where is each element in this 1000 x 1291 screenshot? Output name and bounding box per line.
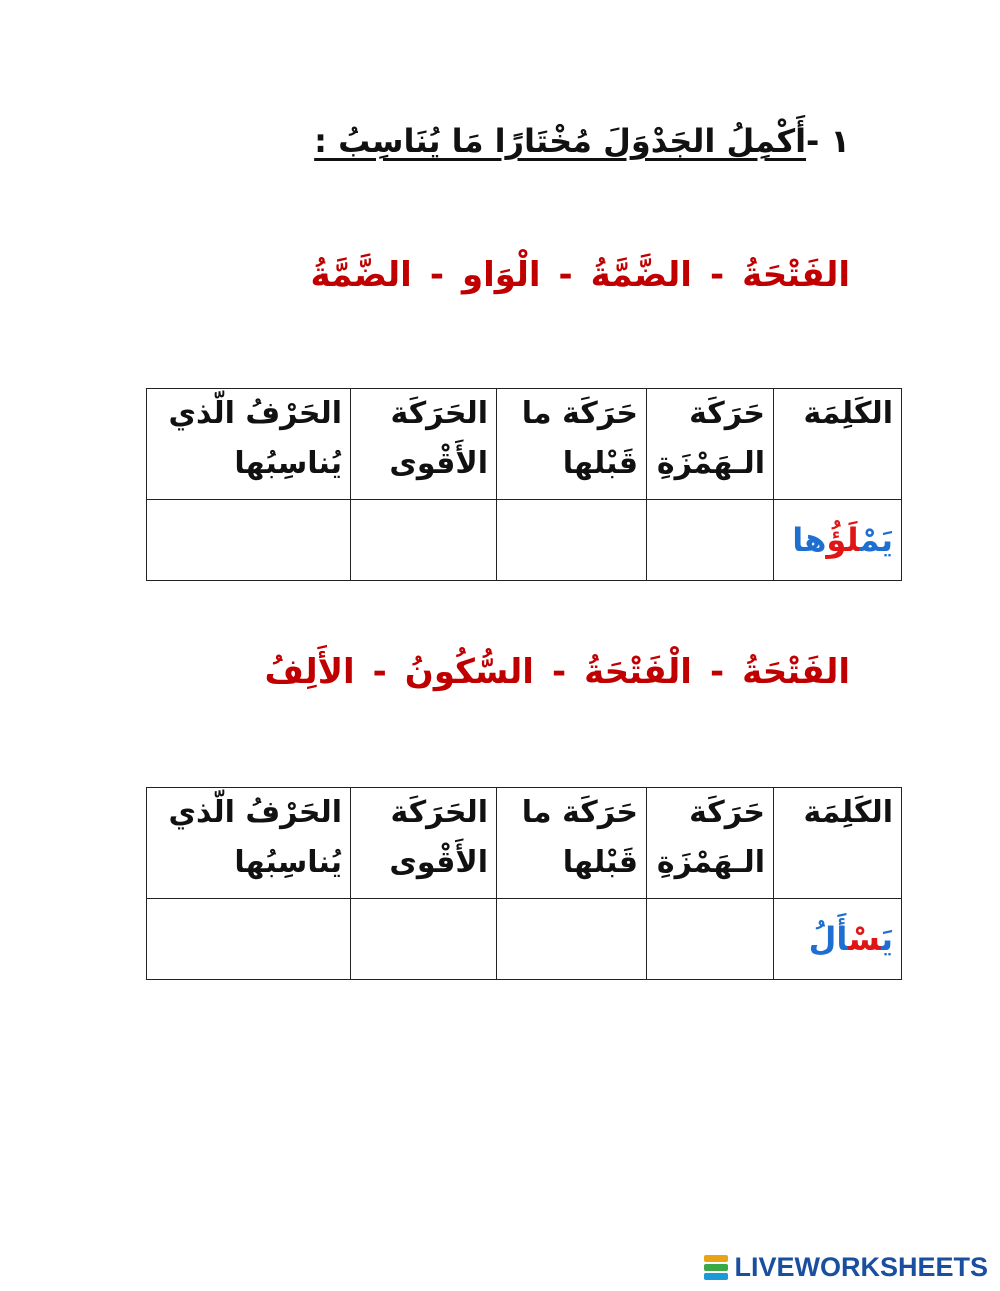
answer-suitable-letter[interactable] — [147, 899, 351, 980]
word-cell — [774, 500, 902, 581]
word: يَمْلَؤُها — [792, 521, 893, 559]
exercise-instruction: أَكْمِلُ الجَدْوَلَ مُخْتَارًا مَا يُنَاسِبُ : — [314, 122, 807, 160]
option: الفَتْحَةُ — [742, 255, 850, 295]
liveworksheets-logo-icon — [704, 1255, 728, 1281]
answer-strongest-vowel[interactable] — [351, 500, 497, 581]
hamza-table-2 — [146, 787, 902, 980]
header-suitable-letter: الحَرْفُ الّذي يُناسِبُها — [147, 389, 351, 500]
header-prev-vowel: حَرَكَة ما قَبْلها — [497, 389, 647, 500]
hamza-table-1 — [146, 388, 902, 581]
word-highlight: سْ — [848, 920, 881, 958]
option: الْوَاو — [461, 255, 541, 295]
answer-strongest-vowel[interactable] — [351, 899, 497, 980]
answer-prev-vowel[interactable] — [497, 500, 647, 581]
option: الأَلِفُ — [264, 652, 355, 692]
table-row — [147, 500, 902, 581]
header-hamza-vowel: حَرَكَة الـهَمْزَةِ — [647, 389, 774, 500]
table-header-row — [147, 389, 902, 500]
liveworksheets-brand[interactable] — [704, 1252, 988, 1283]
header-word: الكَلِمَة — [774, 389, 902, 500]
header-hamza-vowel: حَرَكَة الـهَمْزَةِ — [647, 788, 774, 899]
option: الضَّمَّةُ — [590, 255, 692, 295]
answer-hamza-vowel[interactable] — [647, 899, 774, 980]
option: الفَتْحَةُ — [742, 652, 850, 692]
brand-name: LIVEWORKSHEETS — [734, 1252, 988, 1282]
word-cell — [774, 899, 902, 980]
option: الْفَتْحَةُ — [584, 652, 692, 692]
exercise-number: ١ - — [806, 122, 850, 160]
options-row-1: الفَتْحَةُ-الضَّمَّةُ-الْوَاو-الضَّمَّةُ — [310, 255, 850, 295]
word: يَسْأَلُ — [808, 920, 893, 958]
option: الضَّمَّةُ — [310, 255, 412, 295]
header-word: الكَلِمَة — [774, 788, 902, 899]
answer-suitable-letter[interactable] — [147, 500, 351, 581]
table-row — [147, 899, 902, 980]
header-strongest-vowel: الحَرَكَة الأَقْوى — [351, 788, 497, 899]
answer-prev-vowel[interactable] — [497, 899, 647, 980]
table-header-row — [147, 788, 902, 899]
exercise-title — [314, 122, 850, 160]
options-row-2: الفَتْحَةُ-الْفَتْحَةُ-السُّكُونُ-الأَلِفُ — [264, 652, 850, 692]
word-highlight: لَؤُ — [826, 521, 860, 559]
header-prev-vowel: حَرَكَة ما قَبْلها — [497, 788, 647, 899]
option: السُّكُونُ — [404, 652, 534, 692]
header-strongest-vowel: الحَرَكَة الأَقْوى — [351, 389, 497, 500]
answer-hamza-vowel[interactable] — [647, 500, 774, 581]
header-suitable-letter: الحَرْفُ الّذي يُناسِبُها — [147, 788, 351, 899]
